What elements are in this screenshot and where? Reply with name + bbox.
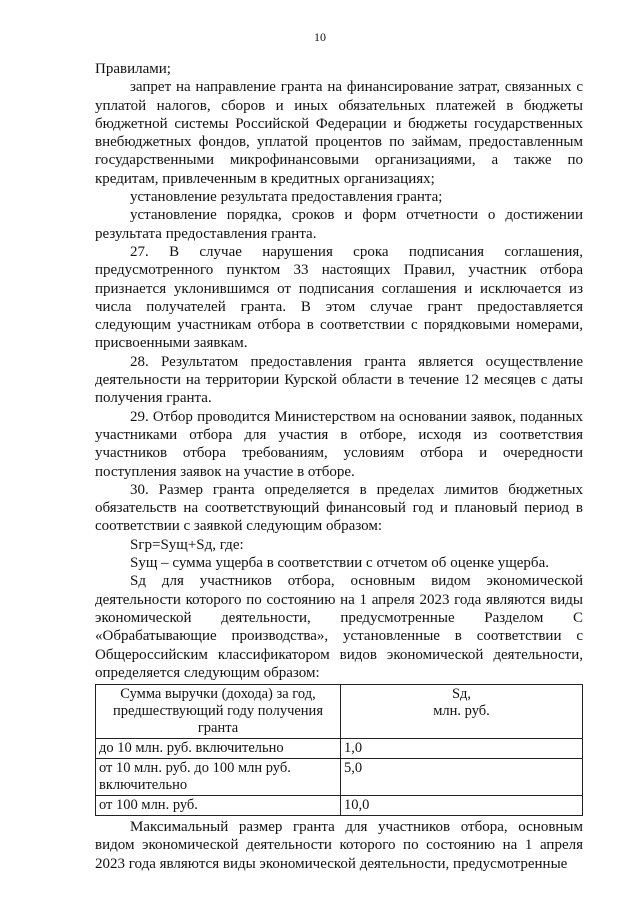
paragraph: установление результата предоставления гранта; [130, 189, 443, 206]
table-cell-value: 5,0 [341, 759, 583, 796]
paragraph-27: 27. В случае нарушения срока подписания соглашения, предусмотренного пунктом 33 настоящих Правил, участник отбора признается уклонившимся от подписания соглашения и исключается из числа получателей гранта. В этом случае грант предоставляется следующим участникам отбора в соответствии с порядковыми номерами, присвоенными заявкам. [95, 243, 583, 352]
table-header-revenue: Сумма выручки (дохода) за год, предшествующий году получения гранта [96, 685, 341, 739]
formula: Sгр=Sущ+Sд, где: [130, 536, 244, 553]
table-row [96, 796, 583, 816]
paragraph: Правилами; [95, 61, 171, 77]
table-header-sd [341, 685, 583, 739]
page-number: 10 [314, 30, 326, 44]
paragraph: установление порядка, сроков и форм отчетности о достижении результата предоставления гранта. [95, 207, 583, 242]
table-header-sd-label: Sд, [451, 686, 472, 703]
grant-table [95, 684, 583, 816]
table-header-row [96, 685, 583, 739]
table-header-sd-unit: млн. руб. [433, 703, 490, 720]
paragraph-30: 30. Размер гранта определяется в пределах лимитов бюджетных обязательств на соответствующий финансовый год и плановый период в соответствии с заявкой следующим образом: [95, 481, 583, 535]
paragraph: Sущ – сумма ущерба в соответствии с отчетом об оценке ущерба. [130, 555, 549, 572]
paragraph-29: 29. Отбор проводится Министерством на основании заявок, поданных участниками отбора для участия в отборе, исходя из соответствия участников отбора требованиям, условиям отбора и очередности поступления заявок на участие в отборе. [95, 408, 583, 480]
table-cell-range: от 10 млн. руб. до 100 млн руб. включительно [96, 759, 341, 796]
table-cell-range: до 10 млн. руб. включительно [96, 739, 341, 759]
paragraph-28: 28. Результатом предоставления гранта является осуществление деятельности на территории Курской области в течение 12 месяцев с даты получения гранта. [95, 353, 583, 407]
table-row [96, 759, 583, 796]
paragraph: Sд для участников отбора, основным видом экономической деятельности которого по состоянию на 1 апреля 2023 года являются виды экономической деятельности, предусмотренные Разделом С «Обрабатывающие производства», установленные в соответствии с Общероссийским классификатором видов экономической деятельности, определяется следующим образом: [95, 573, 583, 681]
document-body [95, 60, 583, 873]
table-row [96, 739, 583, 759]
paragraph: Максимальный размер гранта для участников отбора, основным видом экономической деятельности которого по состоянию на 1 апреля 2023 года являются виды экономической деятельности, предусмотренные [95, 819, 583, 872]
table-cell-range: от 100 млн. руб. [96, 796, 341, 816]
table-cell-value: 1,0 [341, 739, 583, 759]
table-cell-value: 10,0 [341, 796, 583, 816]
paragraph: запрет на направление гранта на финансирование затрат, связанных с уплатой налогов, сборов и иных обязательных платежей в бюджеты бюджетной системы Российской Федерации и бюджеты государственных внебюджетных фондов, уплатой процентов по займам, предоставленным государственными микрофинансовыми организациями, а также по кредитам, привлеченным в кредитных организациях; [95, 79, 583, 187]
